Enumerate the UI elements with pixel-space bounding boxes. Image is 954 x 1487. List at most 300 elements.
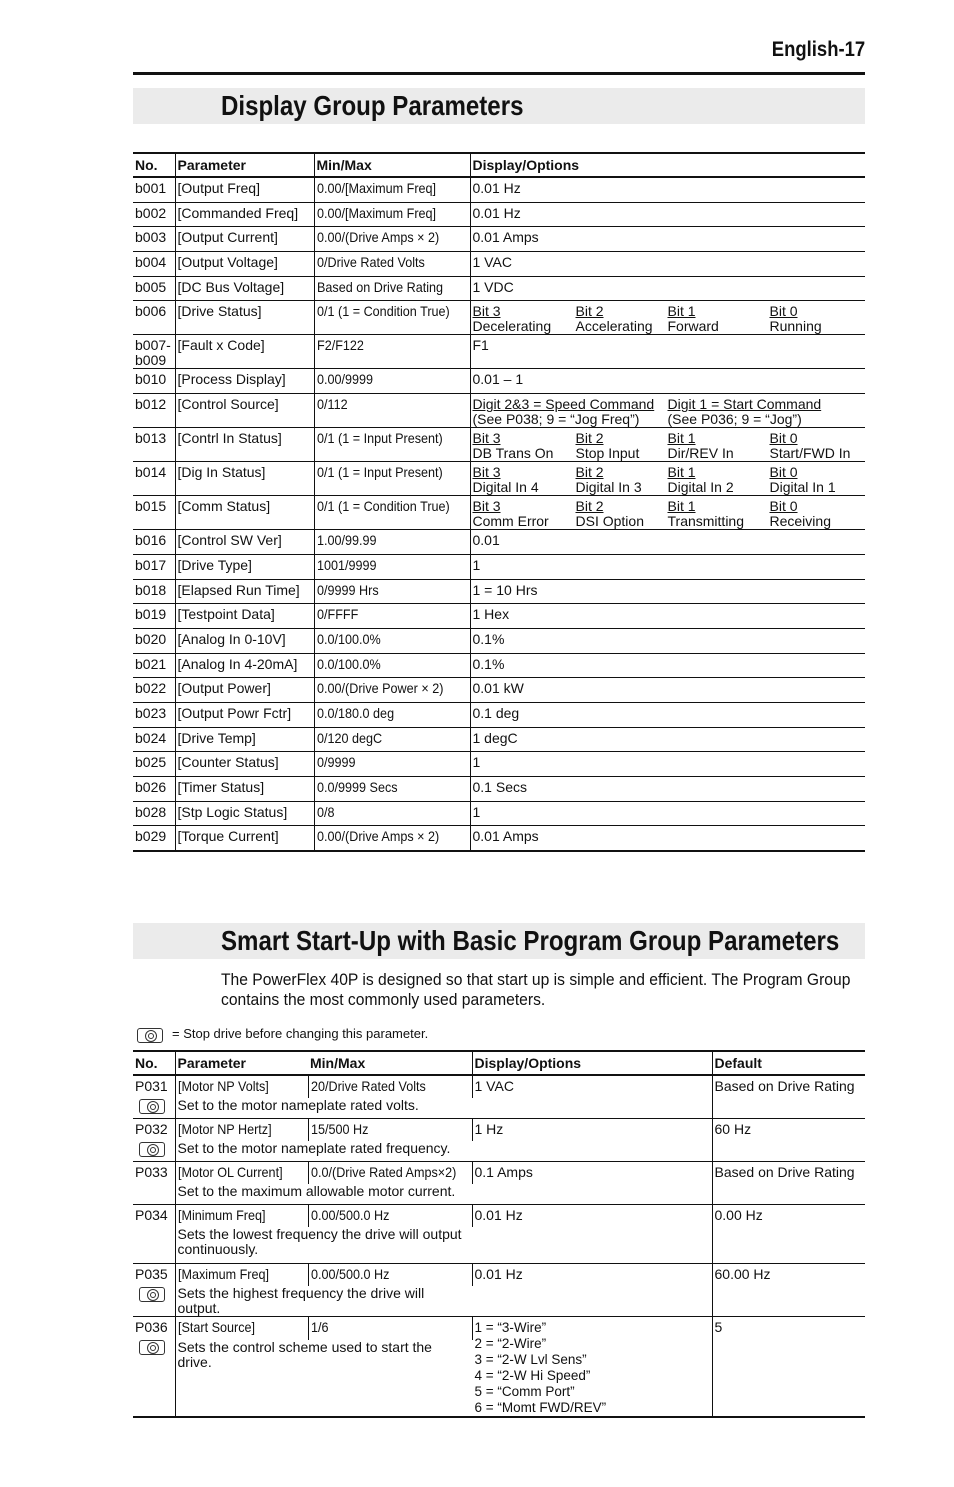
param-minmax-text: 1001/9999 (316, 556, 377, 573)
description-line: Set to the maximum allowable motor current. (177, 1183, 456, 1199)
param-minmax (314, 202, 470, 227)
param-number: b017 (133, 554, 175, 579)
option-item: 1 = “3-Wire” (474, 1320, 547, 1335)
table-row (133, 202, 865, 227)
table-row (133, 1119, 865, 1142)
stop-drive-icon (139, 1099, 165, 1114)
bit-label: Receiving (769, 513, 831, 530)
param-display: 0.01 kW (470, 678, 865, 703)
param-number-text: P035 (135, 1266, 168, 1282)
bit-number: Bit 3 (472, 303, 501, 320)
table-row (133, 530, 865, 555)
param-minmax (314, 252, 470, 277)
param-display: 0.1 Secs (470, 777, 865, 802)
table-row (133, 369, 865, 394)
table-row (133, 252, 865, 277)
param-minmax (308, 1264, 472, 1287)
bit-item (770, 465, 860, 495)
bit-item (576, 465, 668, 495)
bit-number: Bit 0 (769, 498, 798, 515)
bit-label: Digital In 3 (575, 479, 642, 496)
param-number: b006 (133, 301, 175, 335)
description-line: Sets the highest frequency the drive will output. (177, 1285, 425, 1316)
param-number: b019 (133, 604, 175, 629)
param-name: [Process Display] (175, 369, 314, 394)
param-name (175, 1162, 308, 1185)
param-name: [Output Current] (175, 227, 314, 252)
param-name: [Control SW Ver] (175, 530, 314, 555)
col-header-minmax: Min/Max (314, 153, 470, 177)
param-number: b005 (133, 276, 175, 301)
param-number (133, 335, 175, 369)
bit-item (473, 431, 576, 461)
param-name: [Elapsed Run Time] (175, 579, 314, 604)
param-minmax (314, 801, 470, 826)
param-minmax-text: 20/Drive Rated Volts (310, 1078, 426, 1094)
param-display: 1 (470, 801, 865, 826)
param-minmax-text: 0.00/[Maximum Freq] (316, 180, 436, 196)
table-row (133, 177, 865, 202)
stop-drive-icon (139, 1340, 165, 1355)
param-name: [Contrl In Status] (175, 428, 314, 462)
bit-number: Bit 3 (472, 498, 501, 515)
param-name: [Commanded Freq] (175, 202, 314, 227)
param-display: F1 (470, 335, 865, 369)
bit-item (576, 431, 668, 461)
table-row (133, 496, 865, 530)
param-minmax-text: 0.00/(Drive Amps × 2) (316, 229, 439, 246)
param-minmax-text: 1.00/99.99 (316, 532, 377, 549)
table-row (133, 394, 865, 428)
bit-label: Decelerating (472, 318, 552, 335)
param-number (133, 1264, 175, 1317)
param-minmax-text: 0.0/100.0% (316, 655, 381, 672)
param-number: b012 (133, 394, 175, 428)
program-group-title: Smart Start-Up with Basic Program Group Parameters (221, 925, 840, 956)
table-row (133, 1264, 865, 1287)
param-number-text: P034 (135, 1207, 168, 1223)
option-item: 2 = “2-Wire” (474, 1336, 547, 1351)
bit-number: Bit 3 (472, 464, 501, 481)
bit-list (473, 499, 864, 529)
page-number: English-17 (771, 38, 865, 61)
param-minmax (314, 653, 470, 678)
param-display (470, 496, 865, 530)
param-minmax-text: 0.00/9999 (316, 371, 373, 388)
param-minmax-text: 0/120 degC (316, 729, 382, 746)
param-minmax (308, 1162, 472, 1185)
param-name (175, 1075, 308, 1098)
digit-item (473, 397, 668, 427)
description-line: Sets the lowest frequency the drive will output (177, 1226, 462, 1242)
param-minmax (314, 777, 470, 802)
param-name: [Output Freq] (175, 177, 314, 202)
param-minmax-text: 0/1 (1 = Condition True) (316, 303, 450, 320)
param-minmax (314, 554, 470, 579)
param-number: b018 (133, 579, 175, 604)
table-header-row (133, 153, 865, 177)
param-display (470, 428, 865, 462)
param-name: [Analog In 0-10V] (175, 628, 314, 653)
param-number: b004 (133, 252, 175, 277)
param-name: [Torque Current] (175, 826, 314, 851)
bit-number: Bit 0 (769, 430, 798, 447)
param-name (175, 1317, 308, 1340)
param-number: b001 (133, 177, 175, 202)
param-name-text: [Minimum Freq] (177, 1207, 266, 1223)
param-name: [Drive Type] (175, 554, 314, 579)
param-minmax (314, 727, 470, 752)
param-number: b025 (133, 752, 175, 777)
param-name (175, 1264, 308, 1287)
param-minmax (314, 826, 470, 851)
table-row (133, 678, 865, 703)
param-number: b010 (133, 369, 175, 394)
bit-list (473, 465, 864, 495)
param-display: 1 Hex (470, 604, 865, 629)
table-row (133, 1162, 865, 1185)
param-display (472, 1317, 712, 1418)
bit-item (473, 465, 576, 495)
param-number: b016 (133, 530, 175, 555)
param-name-text: [Motor NP Hertz] (177, 1121, 272, 1137)
param-minmax (314, 301, 470, 335)
param-minmax-text: 1/6 (310, 1319, 329, 1335)
bit-number: Bit 1 (667, 498, 696, 515)
bit-list (473, 431, 864, 461)
param-number (133, 1119, 175, 1162)
table-row (133, 227, 865, 252)
param-number: b013 (133, 428, 175, 462)
param-display: 1 VDC (470, 276, 865, 301)
stop-legend (137, 1024, 428, 1043)
digit-note: (See P036; 9 = “Jog”) (667, 411, 802, 428)
col-header-parameter: Parameter (175, 153, 314, 177)
param-number-text: P036 (135, 1319, 168, 1335)
display-group-band (133, 88, 865, 124)
col-header-parameter: Parameter (175, 1051, 308, 1075)
bit-label: DSI Option (575, 513, 644, 530)
param-minmax (314, 530, 470, 555)
table-row (133, 752, 865, 777)
param-minmax-text: 0.0/180.0 deg (316, 704, 394, 721)
bit-item (668, 431, 770, 461)
bit-label: Accelerating (575, 318, 653, 335)
table-row (133, 1205, 865, 1228)
param-name: [Dig In Status] (175, 462, 314, 496)
table-header-row (133, 1051, 865, 1075)
param-minmax (314, 428, 470, 462)
param-description (175, 1340, 472, 1417)
param-number-text: P032 (135, 1121, 168, 1137)
table-row (133, 301, 865, 335)
param-number: b024 (133, 727, 175, 752)
param-display: 1 = 10 Hrs (470, 579, 865, 604)
bit-item (770, 304, 860, 334)
param-minmax-text: 0.0/(Drive Rated Amps×2) (310, 1164, 456, 1180)
col-header-minmax: Min/Max (308, 1051, 472, 1075)
option-item: 4 = “2-W Hi Speed” (474, 1368, 591, 1383)
table-row (133, 801, 865, 826)
param-number-text: P031 (135, 1078, 168, 1094)
program-group-table (133, 1050, 865, 1418)
param-name: [Stp Logic Status] (175, 801, 314, 826)
bit-number: Bit 2 (575, 430, 604, 447)
col-header-no: No. (133, 1051, 175, 1075)
param-default: 0.00 Hz (712, 1205, 865, 1264)
param-minmax-text: 15/500 Hz (310, 1121, 368, 1137)
bit-number: Bit 0 (769, 303, 798, 320)
param-minmax-text: F2/F122 (316, 337, 364, 354)
top-rule (133, 72, 865, 75)
program-intro (221, 970, 866, 1010)
digit-item (668, 397, 858, 427)
param-minmax-text: 0.00/[Maximum Freq] (316, 204, 436, 221)
table-row (133, 826, 865, 851)
bit-list (473, 304, 864, 334)
param-name: [Output Voltage] (175, 252, 314, 277)
table-row (133, 335, 865, 369)
digit-heading: Digit 2&3 = Speed Command (472, 396, 655, 413)
param-minmax (314, 496, 470, 530)
bit-label: Digital In 2 (667, 479, 734, 496)
bit-number: Bit 3 (472, 430, 501, 447)
bit-number: Bit 1 (667, 464, 696, 481)
param-default: Based on Drive Rating (712, 1075, 865, 1119)
bit-number: Bit 2 (575, 464, 604, 481)
param-minmax (314, 462, 470, 496)
param-default: 60 Hz (712, 1119, 865, 1162)
table-row (133, 628, 865, 653)
description-line: continuously. (177, 1241, 259, 1257)
param-minmax-text: 0.00/(Drive Amps × 2) (316, 828, 439, 845)
param-name-text: [Motor OL Current] (177, 1164, 283, 1180)
bit-label: Transmitting (667, 513, 745, 530)
param-name (175, 1119, 308, 1142)
digit-note: (See P038; 9 = “Jog Freq”) (472, 411, 640, 428)
param-minmax (308, 1119, 472, 1142)
display-group-table (133, 152, 865, 852)
param-display (470, 462, 865, 496)
col-header-display: Display/Options (470, 153, 865, 177)
bit-label: Comm Error (472, 513, 549, 530)
option-item: 5 = “Comm Port” (474, 1384, 575, 1399)
bit-label: Digital In 1 (769, 479, 836, 496)
param-minmax (308, 1205, 472, 1228)
param-number (133, 1162, 175, 1205)
param-name: [Analog In 4-20mA] (175, 653, 314, 678)
param-default: Based on Drive Rating (712, 1162, 865, 1205)
param-minmax (308, 1317, 472, 1340)
bit-label: Stop Input (575, 445, 640, 462)
param-display: 0.01 Hz (470, 202, 865, 227)
table-row (133, 1075, 865, 1098)
table-row (133, 777, 865, 802)
param-number: b002 (133, 202, 175, 227)
param-minmax-text: 0/9999 Hrs (316, 581, 379, 598)
param-description (175, 1286, 472, 1317)
param-display: 0.01 Amps (470, 826, 865, 851)
param-minmax-text: 0/8 (316, 803, 335, 820)
param-minmax-text: 0/1 (1 = Input Present) (316, 464, 443, 481)
param-name: [Counter Status] (175, 752, 314, 777)
param-display: 1 VAC (472, 1075, 712, 1119)
table-row (133, 579, 865, 604)
param-default: 60.00 Hz (712, 1264, 865, 1317)
option-item: 3 = “2-W Lvl Sens” (474, 1352, 587, 1367)
param-display: 0.1 Amps (472, 1162, 712, 1205)
param-name: [Output Power] (175, 678, 314, 703)
bit-item (668, 465, 770, 495)
param-minmax-text: 0/9999 (316, 754, 356, 771)
param-display: 0.01 – 1 (470, 369, 865, 394)
bit-item (473, 304, 576, 334)
param-minmax (314, 702, 470, 727)
param-number-line: b009 (135, 352, 167, 369)
param-minmax (314, 177, 470, 202)
display-group-title: Display Group Parameters (221, 90, 524, 121)
intro-line-1: The PowerFlex 40P is designed so that start up is simple and efficient. The Program Group (221, 970, 851, 989)
param-minmax (314, 579, 470, 604)
stop-drive-icon (137, 1028, 163, 1043)
param-display: 1 (470, 554, 865, 579)
param-name (175, 1205, 308, 1228)
bit-item (576, 499, 668, 529)
param-minmax-text: 0/Drive Rated Volts (316, 254, 425, 271)
param-number (133, 1075, 175, 1119)
param-number: b003 (133, 227, 175, 252)
param-minmax-text: 0.00/500.0 Hz (310, 1207, 389, 1223)
table-row (133, 653, 865, 678)
param-number-line: b007- (135, 337, 171, 354)
table-row (133, 702, 865, 727)
option-item: 6 = “Momt FWD/REV” (474, 1400, 607, 1415)
param-minmax-text: Based on Drive Rating (316, 278, 443, 295)
param-display: 0.01 Hz (470, 177, 865, 202)
bit-number: Bit 2 (575, 303, 604, 320)
bit-label: Digital In 4 (472, 479, 539, 496)
col-header-display: Display/Options (472, 1051, 712, 1075)
table-row (133, 276, 865, 301)
table-row (133, 727, 865, 752)
param-minmax (314, 752, 470, 777)
param-display: 0.01 Hz (472, 1264, 712, 1317)
param-number: b029 (133, 826, 175, 851)
param-minmax-text: 0/1 (1 = Input Present) (316, 430, 443, 447)
col-header-no: No. (133, 153, 175, 177)
description-line: Sets the control scheme used to start the drive. (177, 1338, 432, 1370)
param-name: [Drive Status] (175, 301, 314, 335)
param-minmax (314, 227, 470, 252)
param-minmax-text: 0.0/100.0% (316, 630, 381, 647)
param-minmax-text: 0.0/9999 Secs (316, 779, 398, 795)
param-display (470, 394, 865, 428)
param-minmax-text: 0/1 (1 = Condition True) (316, 498, 450, 515)
param-minmax-text: 0.00/500.0 Hz (310, 1266, 389, 1282)
bit-label: Forward (667, 318, 719, 335)
param-number: b026 (133, 777, 175, 802)
param-name-text: [Motor NP Volts] (177, 1078, 269, 1094)
param-display: 0.1% (470, 653, 865, 678)
param-display: 0.1% (470, 628, 865, 653)
bit-item (668, 304, 770, 334)
digit-heading: Digit 1 = Start Command (667, 396, 822, 413)
table-row (133, 1317, 865, 1340)
description-line: Set to the motor nameplate rated frequency. (177, 1140, 451, 1156)
table-row (133, 554, 865, 579)
param-display: 1 degC (470, 727, 865, 752)
stop-drive-icon (139, 1287, 165, 1302)
param-display: 0.01 Hz (472, 1205, 712, 1264)
param-description (175, 1098, 472, 1119)
digit-list (473, 397, 864, 427)
param-minmax (308, 1075, 472, 1098)
param-display: 0.1 deg (470, 702, 865, 727)
param-name: [Testpoint Data] (175, 604, 314, 629)
program-group-band (133, 923, 865, 959)
param-description (175, 1227, 472, 1264)
bit-label: Running (769, 318, 822, 335)
param-minmax (314, 604, 470, 629)
param-display: 1 (470, 752, 865, 777)
param-number: b020 (133, 628, 175, 653)
param-minmax (314, 369, 470, 394)
param-description (175, 1184, 472, 1205)
bit-number: Bit 1 (667, 303, 696, 320)
param-display: 1 Hz (472, 1119, 712, 1162)
bit-number: Bit 1 (667, 430, 696, 447)
param-name-text: [Maximum Freq] (177, 1266, 269, 1282)
param-minmax (314, 628, 470, 653)
param-number (133, 1205, 175, 1264)
param-number: b028 (133, 801, 175, 826)
param-display (470, 301, 865, 335)
param-minmax (314, 276, 470, 301)
stop-drive-icon (139, 1142, 165, 1157)
col-header-default: Default (712, 1051, 865, 1075)
stop-legend-text: = Stop drive before changing this parameter. (172, 1026, 429, 1041)
param-number: b015 (133, 496, 175, 530)
param-number (133, 1317, 175, 1418)
param-display: 0.01 (470, 530, 865, 555)
bit-item (576, 304, 668, 334)
param-name: [Timer Status] (175, 777, 314, 802)
bit-item (770, 499, 860, 529)
param-name: [Control Source] (175, 394, 314, 428)
table-row (133, 428, 865, 462)
intro-line-2: contains the most commonly used parameters. (221, 990, 546, 1009)
param-name: [Fault x Code] (175, 335, 314, 369)
bit-label: DB Trans On (472, 445, 554, 462)
param-number-text: P033 (135, 1164, 168, 1180)
bit-label: Dir/REV In (667, 445, 734, 462)
param-minmax (314, 394, 470, 428)
table-row (133, 604, 865, 629)
param-minmax-text: 0/112 (316, 396, 348, 413)
param-number: b014 (133, 462, 175, 496)
description-line: Set to the motor nameplate rated volts. (177, 1097, 419, 1113)
bit-item (668, 499, 770, 529)
param-number: b022 (133, 678, 175, 703)
bit-number: Bit 2 (575, 498, 604, 515)
param-name: [DC Bus Voltage] (175, 276, 314, 301)
param-name: [Output Powr Fctr] (175, 702, 314, 727)
bit-label: Start/FWD In (769, 445, 851, 462)
bit-item (770, 431, 860, 461)
param-display: 1 VAC (470, 252, 865, 277)
param-name-text: [Start Source] (177, 1319, 255, 1335)
bit-number: Bit 0 (769, 464, 798, 481)
